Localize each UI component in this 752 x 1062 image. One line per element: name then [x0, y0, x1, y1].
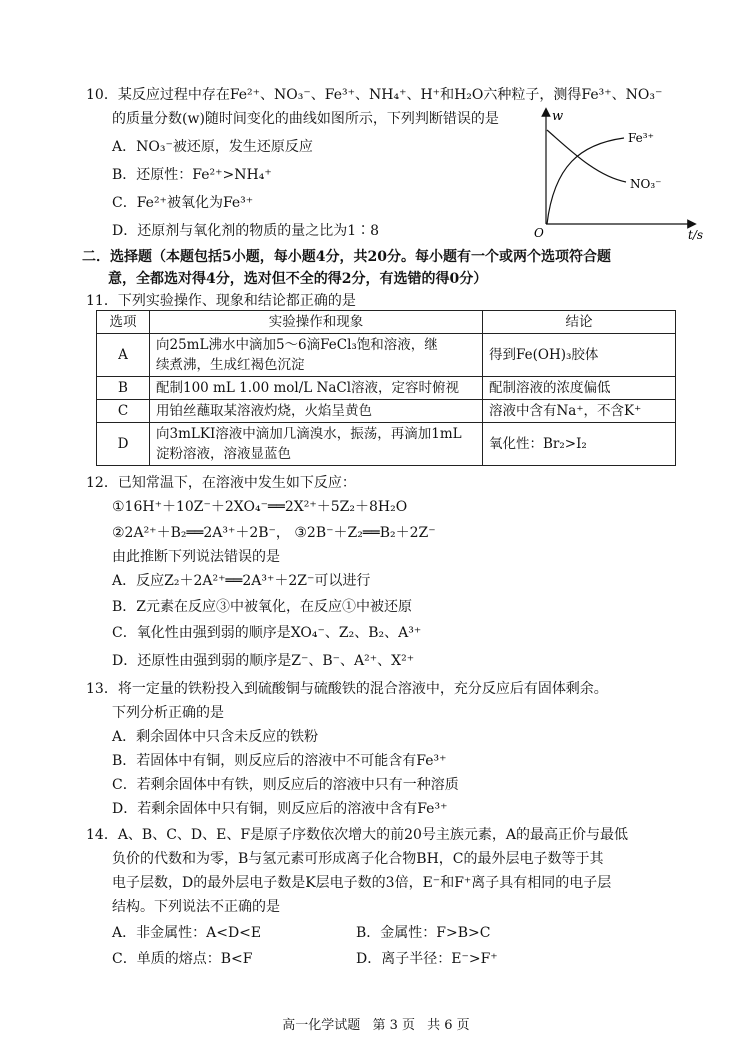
q14-stem-line1: 14．A、B、C、D、E、F是原子序数依次增大的前20号主族元素，A的最高正价与最低 — [86, 827, 629, 843]
row-operation: 配制100 mL 1.00 mol/L NaCl溶液，定容时俯视 — [150, 377, 483, 400]
row-option: B — [97, 377, 150, 400]
q12-ask: 由此推断下列说法错误的是 — [112, 549, 280, 565]
row-conclusion: 溶液中含有Na⁺，不含K⁺ — [483, 400, 676, 423]
q14-stem-line4: 结构。下列说法不正确的是 — [112, 899, 280, 915]
q13-option-c: C．若剩余固体中有铁，则反应后的溶液中只有一种溶质 — [112, 777, 459, 793]
row-operation: 用铂丝蘸取某溶液灼烧，火焰呈黄色 — [150, 400, 483, 423]
table-row — [97, 423, 676, 466]
q13-stem-line1: 13．将一定量的铁粉投入到硫酸铜与硫酸铁的混合溶液中，充分反应后有固体剩余。 — [86, 681, 608, 697]
row-operation — [150, 334, 483, 377]
row-conclusion: 得到Fe(OH)₃胶体 — [483, 334, 676, 377]
no3-curve-label: NO₃⁻ — [630, 177, 662, 191]
q10-option-a: A．NO₃⁻被还原，发生还原反应 — [112, 139, 313, 155]
row-operation-line1: 向3mLKI溶液中滴加几滴溴水，振荡，再滴加1mL — [156, 426, 462, 442]
row-option: D — [97, 423, 150, 466]
table-row — [97, 377, 676, 400]
table-row — [97, 400, 676, 423]
q14-option-c: C．单质的熔点：B<F — [112, 951, 253, 967]
table-header-operation: 实验操作和现象 — [150, 311, 483, 334]
q10-option-c: C．Fe²⁺被氧化为Fe³⁺ — [112, 195, 254, 211]
q10-option-b: B．还原性：Fe²⁺>NH₄⁺ — [112, 167, 272, 183]
q12-option-c: C．氧化性由强到弱的顺序是XO₄⁻、Z₂、B₂、A³⁺ — [112, 625, 422, 641]
row-conclusion: 氧化性：Br₂>I₂ — [483, 423, 676, 466]
q14-stem-line3: 电子层数，D的最外层电子数是K层电子数的3倍，E⁻和F⁺离子具有相同的电子层 — [112, 875, 612, 891]
y-axis-label: w — [552, 109, 564, 124]
row-operation-line2: 续煮沸，生成红褐色沉淀 — [156, 357, 305, 373]
row-operation-line2: 淀粉溶液，溶液显蓝色 — [156, 446, 291, 462]
footer-subject: 高一化学试题 — [282, 1018, 361, 1033]
q13-option-a: A．剩余固体中只含未反应的铁粉 — [112, 729, 319, 745]
section2-heading-line1: 二．选择题（本题包括5小题，每小题4分，共20分。每小题有一个或两个选项符合题 — [82, 249, 611, 265]
row-option: C — [97, 400, 150, 423]
fe3-curve — [547, 138, 624, 224]
footer-total-pages: 共 6 页 — [427, 1018, 470, 1033]
no3-curve — [547, 130, 626, 182]
q12-stem: 12．已知常温下，在溶液中发生如下反应： — [86, 475, 356, 491]
table-header-option: 选项 — [97, 311, 150, 334]
q13-option-b: B．若固体中有铜，则反应后的溶液中不可能含有Fe³⁺ — [112, 753, 447, 769]
row-operation-line1: 向25mL沸水中滴加5～6滴FeCl₃饱和溶液，继 — [156, 337, 438, 353]
table-row — [97, 334, 676, 377]
row-conclusion: 配制溶液的浓度偏低 — [483, 377, 676, 400]
q10-option-d: D．还原剂与氧化剂的物质的量之比为1∶8 — [112, 223, 380, 239]
row-operation — [150, 423, 483, 466]
q14-option-a: A．非金属性：A<D<E — [112, 925, 262, 941]
q13-stem-line2: 下列分析正确的是 — [112, 705, 224, 721]
q11-stem: 11．下列实验操作、现象和结论都正确的是 — [86, 293, 356, 309]
q13-option-d: D．若剩余固体中只有铜，则反应后的溶液中含有Fe³⁺ — [112, 801, 448, 817]
q10-stem-line1: 10．某反应过程中存在Fe²⁺、NO₃⁻、Fe³⁺、NH₄⁺、H⁺和H₂O六种粒子，测得Fe³⁺、NO₃⁻ — [86, 87, 663, 103]
section2-heading-line2: 意，全都选对得4分，选对但不全的得2分，有选错的得0分） — [108, 271, 488, 287]
fe3-curve-label: Fe³⁺ — [628, 131, 654, 145]
x-axis-label: t/s — [688, 228, 704, 242]
footer-page-number: 第 3 页 — [372, 1018, 415, 1033]
page-footer — [0, 1014, 752, 1033]
row-option: A — [97, 334, 150, 377]
q14-stem-line2: 负价的代数和为零，B与氢元素可形成离子化合物BH，C的最外层电子数等于其 — [112, 851, 604, 867]
table-header-row — [97, 311, 676, 334]
q10-stem-line2: 的质量分数(w)随时间变化的曲线如图所示，下列判断错误的是 — [112, 111, 499, 127]
table-header-conclusion: 结论 — [483, 311, 676, 334]
q11-table — [96, 310, 676, 466]
q14-option-d: D．离子半径：E⁻>F⁺ — [356, 951, 498, 967]
q12-option-a: A．反应Z₂＋2A²⁺══2A³⁺＋2Z⁻可以进行 — [112, 573, 371, 589]
q12-reaction-1: ①16H⁺＋10Z⁻＋2XO₄⁻══2X²⁺＋5Z₂＋8H₂O — [112, 499, 408, 515]
q12-option-b: B．Z元素在反应③中被氧化，在反应①中被还原 — [112, 599, 413, 615]
mass-fraction-graph — [520, 106, 720, 242]
q12-reactions-2-3: ②2A²⁺＋B₂══2A³⁺＋2B⁻， ③2B⁻＋Z₂══B₂＋2Z⁻ — [112, 525, 436, 541]
q12-option-d: D．还原性由强到弱的顺序是Z⁻、B⁻、A²⁺、X²⁺ — [112, 653, 415, 669]
origin-label: O — [534, 226, 544, 240]
q14-option-b: B．金属性：F>B>C — [356, 925, 491, 941]
